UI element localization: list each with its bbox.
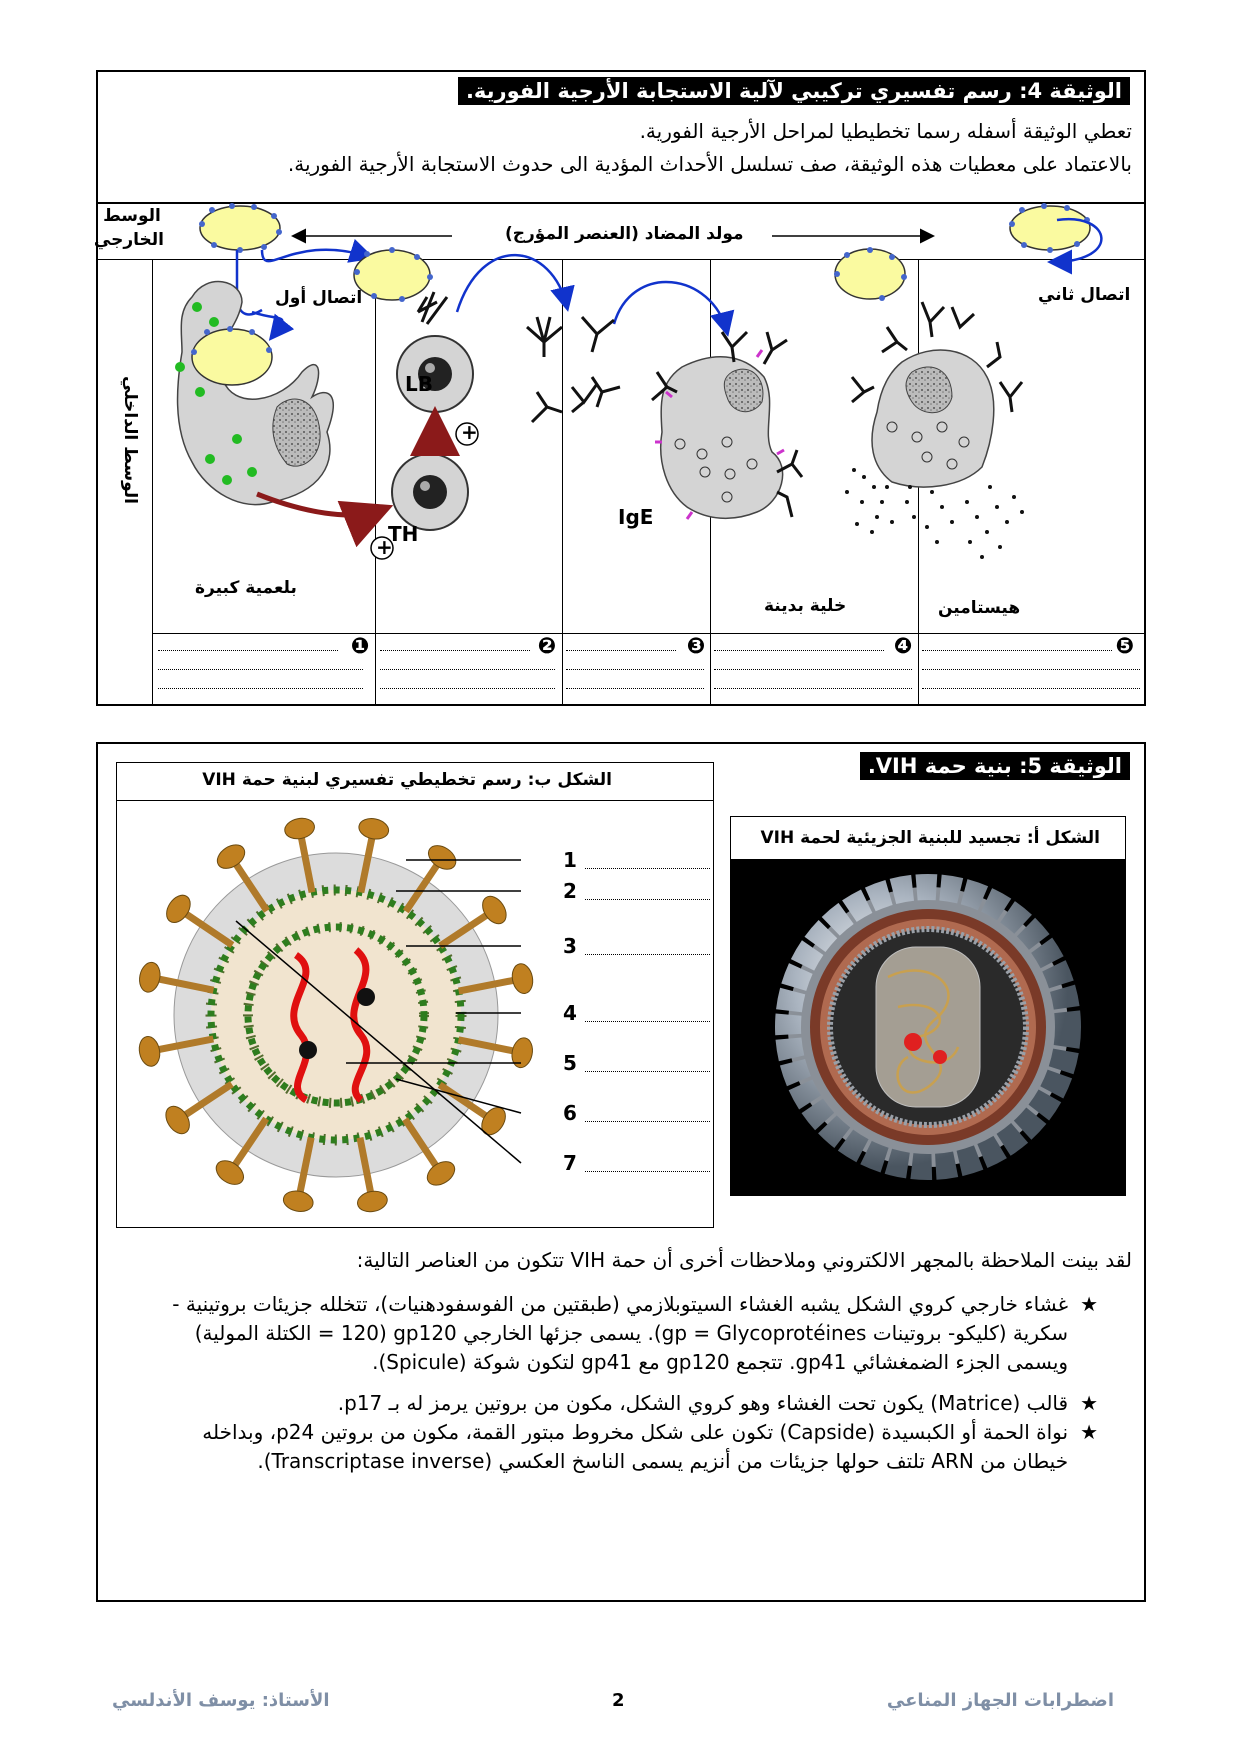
bullet-item-capsid: ★ نواة الحمة أو الكبسيدة (Capside) تكون على شكل مخروط مبتور القمة، مكون من بروتين p24، وبداخله خيطان من ARN تلتف حولها جزيئات من أنزيم يسمى الناسخ العكسي (Transcriptase inverse). xyxy=(150,1418,1098,1476)
doc5-intro: لقد بينت الملاحظة بالمجهر الالكتروني وملاحظات أخرى أن حمة VIH تتكون من العناصر التالية: xyxy=(356,1248,1132,1272)
th-label: TH xyxy=(388,522,419,546)
star-icon: ★ xyxy=(1080,1292,1098,1316)
answer-line-5 xyxy=(585,1071,710,1072)
outer-medium-label: الوسط الخارجي xyxy=(93,206,164,250)
antigen-outer-left xyxy=(199,203,282,253)
star-icon: ★ xyxy=(1080,1420,1098,1444)
second-contact-label: اتصال ثاني xyxy=(1038,285,1131,305)
step-number-5: ❺ xyxy=(1115,634,1135,659)
mast-cell-label: خلية بدينة xyxy=(764,596,847,616)
antigen-outer-right xyxy=(1009,203,1090,253)
doc4-intro-2: بالاعتماد على معطيات هذه الوثيقة، صف تسلسل الأحداث المؤدية الى حدوث الاستجابة الأرجية الفورية. xyxy=(287,152,1132,176)
macrophage-label: بلعمية كبيرة xyxy=(195,578,297,598)
answer-cell-3 xyxy=(566,640,706,689)
label-number-2: 2 xyxy=(563,879,577,903)
star-icon: ★ xyxy=(1080,1391,1098,1415)
doc4-divider-bottom xyxy=(152,633,1146,634)
lb-label: LB xyxy=(405,372,433,396)
footer-teacher: الأستاذ: يوسف الأندلسي xyxy=(112,1690,330,1711)
allergy-diagram xyxy=(152,202,1146,633)
answer-line-1 xyxy=(585,868,710,869)
bullet-item-membrane: ★ غشاء خارجي كروي الشكل يشبه الغشاء السيتوبلازمي (طبقتين من الفوسفودهنيات)، تتخلله جزيئات بروتينية - سكرية (كليكو- بروتينات gp = Glycoprotéines). يسمى جزئها الخارجي gp120 (120 = الكتلة المولية) ويسمى الجزء الضمغشائي gp41. تتجمع gp120 مع gp41 لتكون شوكة (Spicule). xyxy=(150,1290,1098,1377)
antigen-lb xyxy=(354,247,433,302)
answer-line-6 xyxy=(585,1121,710,1122)
mast-cell-sensitized xyxy=(652,332,802,519)
plus-sign-1: + xyxy=(461,420,478,444)
plus-sign-2: + xyxy=(376,535,393,559)
doc5-title: الوثيقة 5: بنية حمة VIH. xyxy=(860,752,1130,780)
step-number-3: ❸ xyxy=(686,634,706,659)
ige-antibodies xyxy=(527,317,620,422)
step-number-2: ❷ xyxy=(537,634,557,659)
answer-line-3 xyxy=(585,954,710,955)
footer-course: اضطرابات الجهاز المناعي xyxy=(886,1690,1114,1711)
bullet-list xyxy=(150,1290,1098,1476)
label-number-4: 4 xyxy=(563,1001,577,1025)
answer-cell-5 xyxy=(922,640,1142,689)
answer-line-4 xyxy=(585,1021,710,1022)
antigen-label: مولد المضاد (العنصر المؤرج) xyxy=(505,224,744,244)
footer-page-number: 2 xyxy=(612,1690,625,1711)
inner-medium-label: الوسط الداخلي xyxy=(120,376,140,504)
macrophage-cell xyxy=(175,282,333,505)
doc4-intro-1: تعطي الوثيقة أسفله رسما تخطيطيا لمراحل الأرجية الفورية. xyxy=(639,119,1132,143)
answer-cell-2 xyxy=(380,640,558,689)
vih-molecular-model xyxy=(731,860,1125,1194)
mast-cell-degranulating xyxy=(845,302,1024,559)
answer-line-7 xyxy=(585,1171,710,1172)
answer-cell-1 xyxy=(158,640,368,689)
antigen-second-contact xyxy=(834,247,907,301)
first-contact-label: اتصال أول xyxy=(275,288,363,308)
label-number-1: 1 xyxy=(563,848,577,872)
vih-schematic xyxy=(116,801,714,1227)
th-cell xyxy=(392,454,468,530)
fig-a-title: الشكل أ: تجسيد للبنية الجزيئية لحمة VIH xyxy=(760,828,1100,848)
histamine-label: هيستامين xyxy=(938,598,1021,618)
doc4-title: الوثيقة 4: رسم تفسيري تركيبي لآلية الاستجابة الأرجية الفورية. xyxy=(458,77,1130,105)
label-number-6: 6 xyxy=(563,1101,577,1125)
step-number-4: ❹ xyxy=(893,634,913,659)
answer-line-2 xyxy=(585,899,710,900)
label-number-7: 7 xyxy=(563,1151,577,1175)
label-number-3: 3 xyxy=(563,934,577,958)
bullet-item-matrix: ★ قالب (Matrice) يكون تحت الغشاء وهو كروي الشكل، مكون من بروتين يرمز له بـ p17. xyxy=(150,1389,1098,1418)
step-number-1: ❶ xyxy=(350,634,370,659)
label-number-5: 5 xyxy=(563,1051,577,1075)
answer-cell-4 xyxy=(714,640,914,689)
ige-label: IgE xyxy=(618,505,654,529)
fig-b-title: الشكل ب: رسم تخطيطي تفسيري لبنية حمة VIH xyxy=(202,770,612,790)
